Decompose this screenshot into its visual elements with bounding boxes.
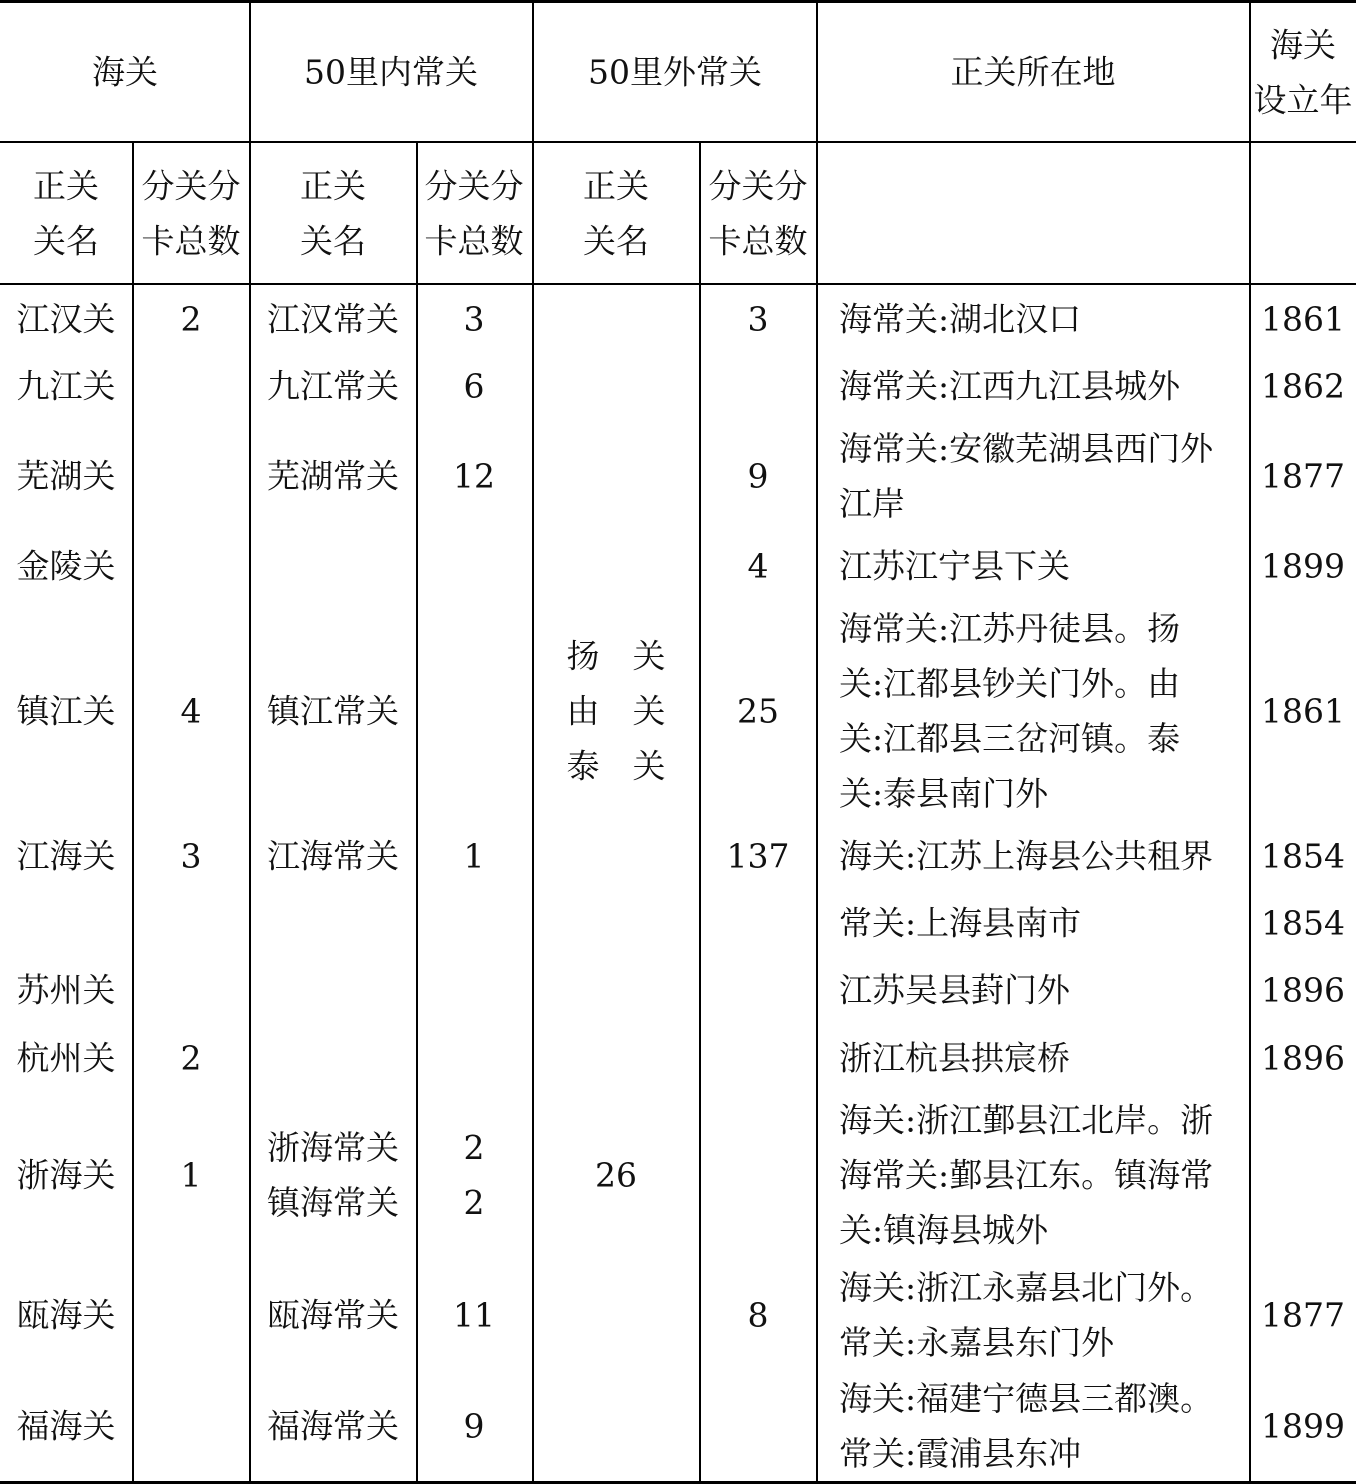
row-9-hg: 杭州关 <box>16 1038 116 1078</box>
col-rule-5 <box>699 141 701 1484</box>
row-9-hg-count: 2 <box>180 1038 202 1078</box>
rule-header <box>0 141 1356 143</box>
row-6-hg: 江海关 <box>16 836 116 876</box>
row-6-inner-count: 1 <box>463 836 485 876</box>
row-3-outer-count: 9 <box>747 456 769 496</box>
row-5-year: 1861 <box>1261 691 1345 731</box>
row-11-location-line: 海关:浙江永嘉县北门外。 <box>839 1268 1214 1307</box>
row-3-hg: 芜湖关 <box>16 456 116 496</box>
row-7-loc <box>839 896 1081 951</box>
col-rule-1 <box>132 141 134 1484</box>
row-2-loc <box>839 359 1180 414</box>
row-4-location-line: 江苏江宁县下关 <box>839 546 1070 586</box>
row-8-loc <box>839 963 1070 1018</box>
sub-count-1b: 卡总数 <box>141 221 241 261</box>
row-12-loc <box>839 1371 1213 1481</box>
row-6-inner: 江海常关 <box>267 836 399 876</box>
row-6-year: 1854 <box>1261 836 1345 876</box>
row-1-inner: 江汉常关 <box>267 299 399 339</box>
row-3-location-line: 海常关:安徽芜湖县西门外 <box>839 429 1214 468</box>
row-4-outer-count: 4 <box>747 546 769 586</box>
row-1-loc <box>839 292 1081 347</box>
row-1-hg: 江汉关 <box>16 299 116 339</box>
row-11-location-line: 常关:永嘉县东门外 <box>839 1323 1115 1362</box>
row-10-location-line: 海关:浙江鄞县江北岸。浙 <box>839 1100 1214 1140</box>
row-6-hg-count: 3 <box>180 836 202 876</box>
col-rule-2 <box>249 0 251 1484</box>
row-5-hg-count: 4 <box>180 691 202 731</box>
row-10-hg-count: 1 <box>180 1155 202 1195</box>
row-12-year: 1899 <box>1261 1406 1345 1446</box>
row-1-inner-count: 3 <box>463 299 485 339</box>
outer-name-tai: 泰 关 <box>566 746 666 786</box>
sub-count-3a: 分关分 <box>708 166 808 206</box>
sub-name-1a: 正关 <box>33 166 99 206</box>
row-4-loc <box>839 539 1070 594</box>
row-5-location-line: 关:泰县南门外 <box>839 774 1049 813</box>
row-6-outer-count: 137 <box>726 836 790 876</box>
row-3-location-line: 江岸 <box>839 484 905 523</box>
row-9-location-line: 浙江杭县拱宸桥 <box>839 1038 1070 1078</box>
sub-count-3b: 卡总数 <box>708 221 808 261</box>
row-1-outer-count: 3 <box>747 299 769 339</box>
header-outer-changguan: 50里外常关 <box>588 52 762 92</box>
row-5-location-line: 海常关:江苏丹徒县。扬 <box>839 609 1181 648</box>
row-10-location-line: 关:镇海县城外 <box>839 1210 1049 1250</box>
rule-subheader <box>0 283 1356 285</box>
col-rule-3 <box>416 141 418 1484</box>
sub-name-3b: 关名 <box>583 221 649 261</box>
row-3-inner: 芜湖常关 <box>267 456 399 496</box>
row-1-location-line: 海常关:湖北汉口 <box>839 299 1082 339</box>
sub-name-3a: 正关 <box>583 166 649 206</box>
row-6-location-line: 海关:江苏上海县公共租界 <box>839 836 1214 876</box>
row-2-hg: 九江关 <box>16 366 116 406</box>
row-5-location-line: 关:江都县钞关门外。由 <box>839 664 1181 703</box>
col-rule-7 <box>1249 0 1251 1484</box>
row-10-inner: 浙海常关 镇海常关 <box>267 1128 399 1222</box>
row-11-loc <box>839 1260 1213 1370</box>
row-5-hg: 镇江关 <box>16 691 116 731</box>
col-rule-4 <box>532 0 534 1484</box>
sub-name-2a: 正关 <box>300 166 366 206</box>
row-7-location-line: 常关:上海县南市 <box>839 903 1082 943</box>
row-2-location-line: 海常关:江西九江县城外 <box>839 366 1181 406</box>
row-11-inner-count: 11 <box>453 1295 495 1335</box>
header-year-line2: 设立年 <box>1253 80 1353 120</box>
row-4-year: 1899 <box>1261 546 1345 586</box>
row-12-inner: 福海常关 <box>267 1406 399 1446</box>
row-11-hg: 瓯海关 <box>16 1295 116 1335</box>
outer-name-yang: 扬 关 <box>566 636 666 676</box>
row-12-inner-count: 9 <box>463 1406 485 1446</box>
row-2-year: 1862 <box>1261 366 1345 406</box>
row-8-hg: 苏州关 <box>16 970 116 1010</box>
col-rule-6 <box>816 0 818 1484</box>
row-7-year: 1854 <box>1261 903 1345 943</box>
row-5-loc <box>839 601 1180 821</box>
row-10-location-line: 海常关:鄞县江东。镇海常 <box>839 1155 1214 1195</box>
row-5-outer-count: 25 <box>737 691 779 731</box>
row-1-hg-count: 2 <box>180 299 202 339</box>
row-5-location-line: 关:江都县三岔河镇。泰 <box>839 719 1181 758</box>
row-1-year: 1861 <box>1261 299 1345 339</box>
row-11-inner: 瓯海常关 <box>267 1295 399 1335</box>
row-5-inner: 镇江常关 <box>267 691 399 731</box>
row-10-hg: 浙海关 <box>16 1155 116 1195</box>
header-year-line1: 海关 <box>1270 25 1336 65</box>
row-12-location-line: 海关:福建宁德县三都澳。 <box>839 1379 1214 1418</box>
row-3-year: 1877 <box>1261 456 1345 496</box>
sub-name-1b: 关名 <box>33 221 99 261</box>
rule-top <box>0 0 1356 3</box>
row-11-outer-count: 8 <box>747 1295 769 1335</box>
sub-count-1a: 分关分 <box>141 166 241 206</box>
row-4-hg: 金陵关 <box>16 546 116 586</box>
row-2-inner-count: 6 <box>463 366 485 406</box>
sub-count-2a: 分关分 <box>424 166 524 206</box>
row-9-year: 1896 <box>1261 1038 1345 1078</box>
row-8-location-line: 江苏吴县葑门外 <box>839 970 1070 1010</box>
header-inner-changguan: 50里内常关 <box>304 52 478 92</box>
sub-count-2b: 卡总数 <box>424 221 524 261</box>
outer-count-zhehai: 26 <box>595 1155 637 1195</box>
row-3-loc <box>839 421 1213 531</box>
row-10-loc <box>839 1093 1213 1258</box>
sub-name-2b: 关名 <box>300 221 366 261</box>
row-9-loc <box>839 1031 1070 1086</box>
row-8-year: 1896 <box>1261 970 1345 1010</box>
header-location: 正关所在地 <box>950 52 1116 92</box>
row-10-inner-count: 2 2 <box>463 1128 485 1222</box>
row-3-inner-count: 12 <box>453 456 495 496</box>
row-12-location-line: 常关:霞浦县东冲 <box>839 1434 1082 1473</box>
row-6-loc <box>839 829 1213 884</box>
row-12-hg: 福海关 <box>16 1406 116 1446</box>
outer-name-you: 由 关 <box>566 691 666 731</box>
row-11-year: 1877 <box>1261 1295 1345 1335</box>
row-2-inner: 九江常关 <box>267 366 399 406</box>
header-haiguan: 海关 <box>92 52 158 92</box>
